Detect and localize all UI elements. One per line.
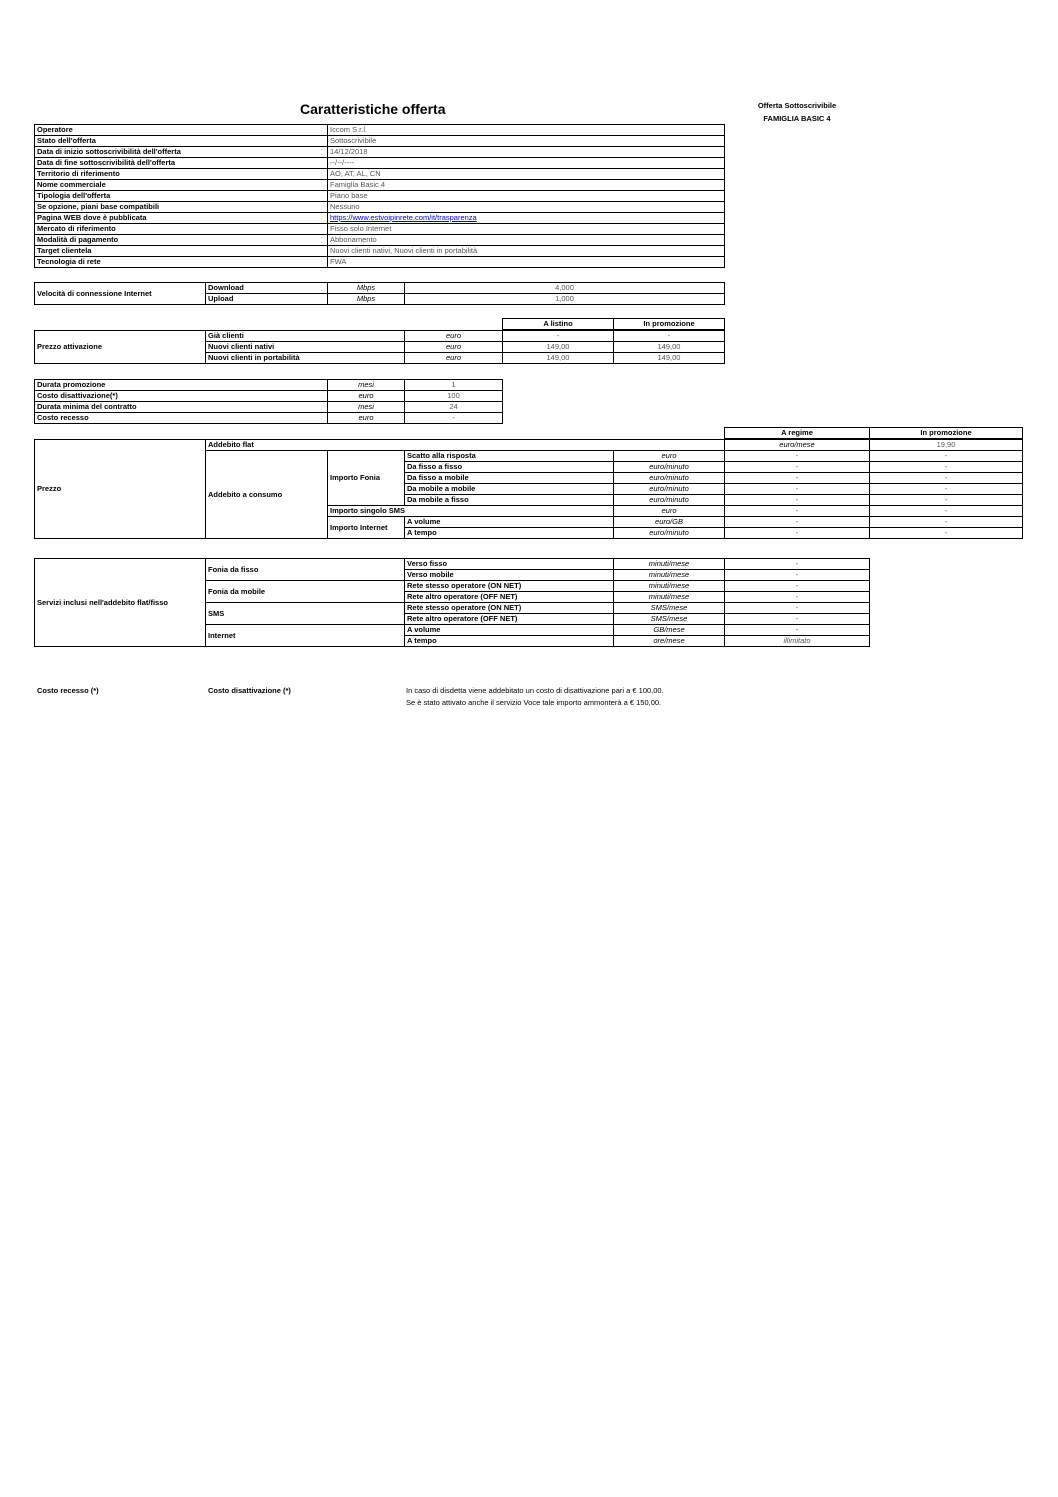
speed-table (34, 282, 725, 305)
duration-unit: euro (328, 413, 405, 424)
fonia-regime: - (725, 495, 870, 506)
duration-unit: mesi (328, 380, 405, 391)
durations-table (34, 379, 503, 424)
service-group: Fonia da mobile (206, 581, 405, 603)
service-item: A tempo (405, 636, 614, 647)
info-label: Stato dell'offerta (35, 136, 328, 147)
info-value: FWA (328, 257, 725, 268)
activation-table (34, 330, 725, 364)
fonia-promo: - (870, 462, 1023, 473)
upload-value: 1,000 (405, 294, 725, 305)
info-value: --/--/---- (328, 158, 725, 169)
info-label: Data di inizio sottoscrivibilità dell'offerta (35, 147, 328, 158)
info-value: 14/12/2018 (328, 147, 725, 158)
info-value: Piano base (328, 191, 725, 202)
duration-unit: mesi (328, 402, 405, 413)
service-unit: SMS/mese (614, 614, 725, 625)
info-label: Nome commerciale (35, 180, 328, 191)
download-unit: Mbps (328, 283, 405, 294)
fonia-item: Da fisso a fisso (405, 462, 614, 473)
consumo-label: Addebito a consumo (206, 451, 328, 539)
fonia-item: Da mobile a fisso (405, 495, 614, 506)
info-label: Pagina WEB dove è pubblicata (35, 213, 328, 224)
price-table (34, 439, 1023, 539)
duration-label: Costo disattivazione(*) (35, 391, 328, 402)
service-group: SMS (206, 603, 405, 625)
internet-regime: - (725, 517, 870, 528)
service-value: - (725, 614, 870, 625)
offer-info-table (34, 124, 725, 268)
flat-regime: 19,90 (870, 440, 1023, 451)
speed-label: Velocità di connessione Internet (35, 283, 206, 305)
page-title: Caratteristiche offerta (300, 101, 446, 117)
info-label: Data di fine sottoscrivibilità dell'offerta (35, 158, 328, 169)
info-label: Territorio di riferimento (35, 169, 328, 180)
info-label: Tecnologia di rete (35, 257, 328, 268)
info-row (35, 213, 725, 224)
price-header (724, 427, 1023, 439)
activation-list-price: 149,00 (503, 353, 614, 364)
activation-label: Prezzo attivazione (35, 331, 206, 364)
internet-promo: - (870, 528, 1023, 539)
service-item: Rete stesso operatore (ON NET) (405, 603, 614, 614)
activation-promo-price: - (614, 331, 725, 342)
services-table (34, 558, 870, 647)
fonia-promo: - (870, 473, 1023, 484)
sms-unit: euro (614, 506, 725, 517)
info-label: Tipologia dell'offerta (35, 191, 328, 202)
info-row (35, 235, 725, 246)
info-row (35, 257, 725, 268)
flat-unit: euro/mese (725, 440, 870, 451)
info-value: Iccom S.r.l. (328, 125, 725, 136)
fonia-item: Scatto alla risposta (405, 451, 614, 462)
duration-label: Costo recesso (35, 413, 328, 424)
info-row (35, 158, 725, 169)
info-label: Operatore (35, 125, 328, 136)
fonia-regime: - (725, 484, 870, 495)
duration-row (35, 391, 503, 402)
activation-promo-price: 149,00 (614, 342, 725, 353)
duration-row (35, 380, 503, 391)
service-value: - (725, 581, 870, 592)
service-item: Rete altro operatore (OFF NET) (405, 592, 614, 603)
activation-type: Nuovi clienti in portabilità (206, 353, 405, 364)
info-value: Nessuno (328, 202, 725, 213)
note-recesso-label: Costo recesso (*) (37, 686, 99, 695)
offer-name-caption: FAMIGLIA BASIC 4 (763, 114, 831, 123)
activation-type: Già clienti (206, 331, 405, 342)
service-unit: SMS/mese (614, 603, 725, 614)
activation-unit: euro (405, 331, 503, 342)
fonia-regime: - (725, 473, 870, 484)
fonia-promo: - (870, 451, 1023, 462)
service-unit: ore/mese (614, 636, 725, 647)
fonia-regime: - (725, 451, 870, 462)
info-row (35, 246, 725, 257)
info-label: Mercato di riferimento (35, 224, 328, 235)
fonia-unit: euro/minuto (614, 473, 725, 484)
info-value: Nuovi clienti nativi, Nuovi clienti in portabilità (328, 246, 725, 257)
duration-row (35, 402, 503, 413)
download-value: 4,000 (405, 283, 725, 294)
service-item: Verso mobile (405, 570, 614, 581)
info-value: Famiglia Basic 4 (328, 180, 725, 191)
duration-value: 1 (405, 380, 503, 391)
info-row (35, 224, 725, 235)
info-row (35, 136, 725, 147)
info-row (35, 202, 725, 213)
service-item: Rete altro operatore (OFF NET) (405, 614, 614, 625)
fonia-unit: euro (614, 451, 725, 462)
service-value: - (725, 592, 870, 603)
sms-label: Importo singolo SMS (328, 506, 614, 517)
flat-label: Addebito flat (206, 440, 725, 451)
price-label: Prezzo (35, 440, 206, 539)
upload-unit: Mbps (328, 294, 405, 305)
info-row (35, 125, 725, 136)
info-label: Target clientela (35, 246, 328, 257)
note-disattivazione-label: Costo disattivazione (*) (208, 686, 291, 695)
offer-status-caption: Offerta Sottoscrivibile (757, 101, 837, 110)
activation-col-list: A listino (503, 319, 614, 330)
internet-regime: - (725, 528, 870, 539)
service-group: Internet (206, 625, 405, 647)
internet-unit: euro/minuto (614, 528, 725, 539)
fonia-unit: euro/minuto (614, 462, 725, 473)
fonia-regime: - (725, 462, 870, 473)
offer-web-link[interactable]: https://www.estvoipinrete.com/it/trasparenza (330, 213, 477, 222)
note-line-2: Se è stato attivato anche il servizio Voce tale importo ammonterà a € 150,00. (406, 698, 662, 707)
activation-unit: euro (405, 353, 503, 364)
fonia-promo: - (870, 495, 1023, 506)
activation-promo-price: 149,00 (614, 353, 725, 364)
service-value: - (725, 559, 870, 570)
info-label: Se opzione, piani base compatibili (35, 202, 328, 213)
internet-promo: - (870, 517, 1023, 528)
price-col-promo: In promozione (870, 428, 1023, 439)
duration-value: 24 (405, 402, 503, 413)
service-group: Fonia da fisso (206, 559, 405, 581)
info-value: Fisso solo Internet (328, 224, 725, 235)
service-unit: minuti/mese (614, 581, 725, 592)
sms-promo: - (870, 506, 1023, 517)
activation-list-price: - (503, 331, 614, 342)
service-value: - (725, 625, 870, 636)
fonia-item: Da fisso a mobile (405, 473, 614, 484)
service-unit: minuti/mese (614, 570, 725, 581)
services-label: Servizi inclusi nell'addebito flat/fisso (35, 559, 206, 647)
duration-value: - (405, 413, 503, 424)
info-row (35, 180, 725, 191)
service-unit: GB/mese (614, 625, 725, 636)
info-label: Modalità di pagamento (35, 235, 328, 246)
service-unit: minuti/mese (614, 592, 725, 603)
service-value: - (725, 603, 870, 614)
info-value: AO, AT, AL, CN (328, 169, 725, 180)
internet-unit: euro/GB (614, 517, 725, 528)
info-value: Sottoscrivibile (328, 136, 725, 147)
note-line-1: In caso di disdetta viene addebitato un costo di disattivazione pari a € 100,00. (406, 686, 664, 695)
download-label: Download (206, 283, 328, 294)
activation-list-price: 149,00 (503, 342, 614, 353)
info-value: Abbonamento (328, 235, 725, 246)
duration-value: 100 (405, 391, 503, 402)
info-row (35, 147, 725, 158)
internet-item: A volume (405, 517, 614, 528)
info-row (35, 191, 725, 202)
duration-label: Durata promozione (35, 380, 328, 391)
fonia-unit: euro/minuto (614, 484, 725, 495)
duration-label: Durata minima del contratto (35, 402, 328, 413)
activation-unit: euro (405, 342, 503, 353)
duration-unit: euro (328, 391, 405, 402)
info-row (35, 169, 725, 180)
service-value: illimitato (725, 636, 870, 647)
fonia-label: Importo Fonia (328, 451, 405, 506)
fonia-unit: euro/minuto (614, 495, 725, 506)
fonia-item: Da mobile a mobile (405, 484, 614, 495)
service-item: Verso fisso (405, 559, 614, 570)
internet-price-label: Importo Internet (328, 517, 405, 539)
activation-col-promo: In promozione (614, 319, 725, 330)
service-value: - (725, 570, 870, 581)
internet-item: A tempo (405, 528, 614, 539)
price-col-regime: A regime (725, 428, 870, 439)
activation-header (502, 318, 725, 330)
service-unit: minuti/mese (614, 559, 725, 570)
service-item: A volume (405, 625, 614, 636)
duration-row (35, 413, 503, 424)
sms-regime: - (725, 506, 870, 517)
info-value (328, 213, 725, 224)
fonia-promo: - (870, 484, 1023, 495)
activation-type: Nuovi clienti nativi (206, 342, 405, 353)
service-item: Rete stesso operatore (ON NET) (405, 581, 614, 592)
upload-label: Upload (206, 294, 328, 305)
